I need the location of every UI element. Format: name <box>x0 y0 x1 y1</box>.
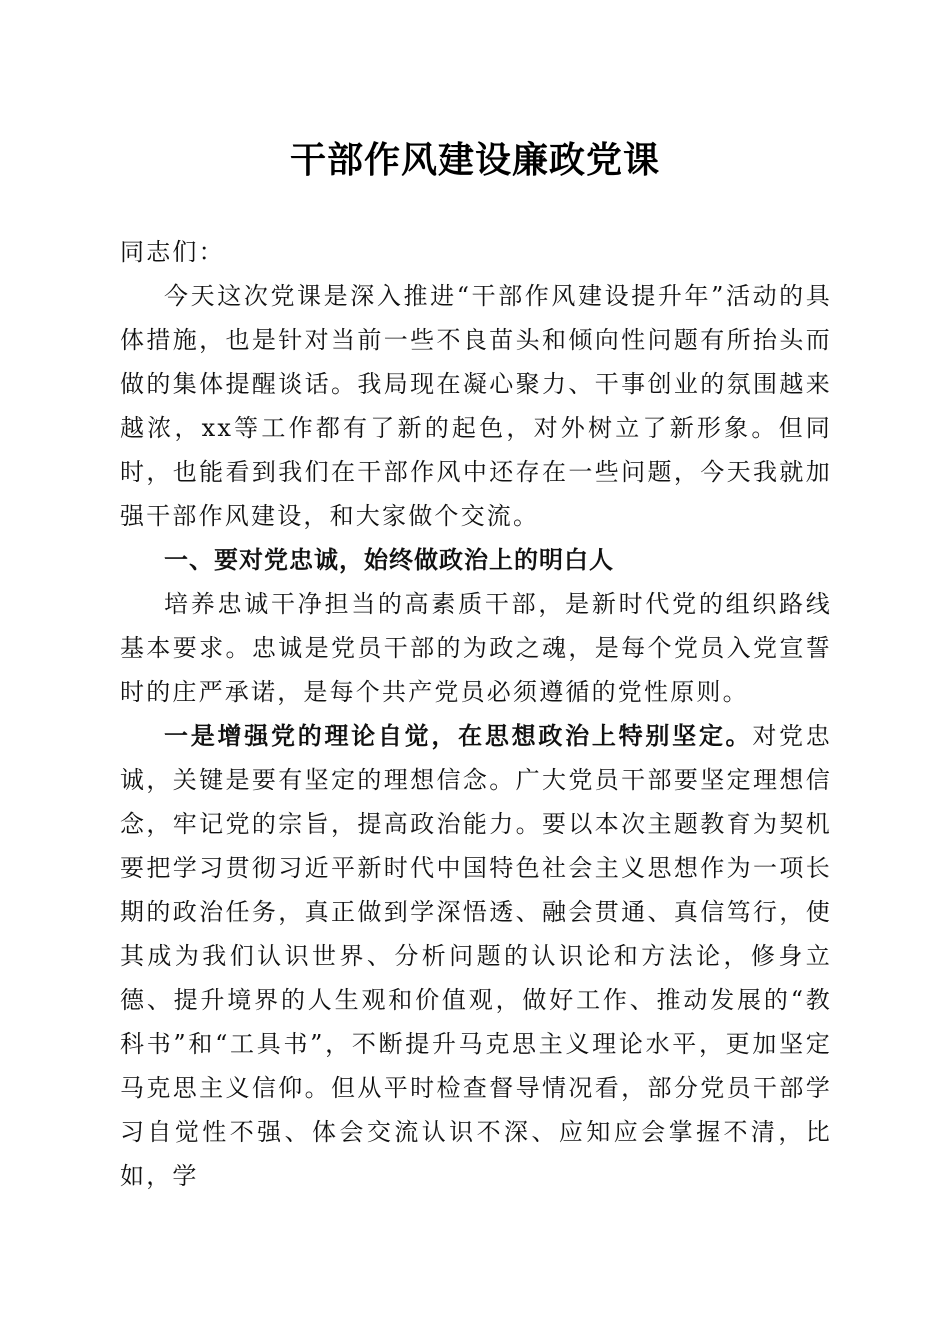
salutation: 同志们： <box>120 238 225 266</box>
page-title: 干部作风建设廉政党课 <box>289 139 660 181</box>
point-1-lead: 一是增强党的理论自觉，在思想政治上特别坚定。 <box>164 721 753 750</box>
document-body <box>120 230 832 1198</box>
point-1-paragraph <box>120 714 832 1198</box>
point-1-text: 对党忠诚，关键是要有坚定的理想信念。广大党员干部要坚定理想信念，牢记党的宗旨，提高政治能力。要以本次主题教育为契机要把学习贯彻习近平新时代中国特色社会主义思想作为一项长期的政治任务，真正做到学深悟透、融会贯通、真信笃行，使其成为我们认识世界、分析问题的认识论和方法论，修身立德、提升境界的人生观和价值观，做好工作、推动发展的“教科书”和“工具书”，不断提升马克思主义理论水平，更加坚定马克思主义信仰。但从平时检查督导情况看，部分党员干部学习自觉性不强、体会交流认识不深、应知应会掌握不清，比如，学 <box>120 722 832 1190</box>
section-1-paragraph: 培养忠诚干净担当的高素质干部，是新时代党的组织路线基本要求。忠诚是党员干部的为政之魂，是每个党员入党宣誓时的庄严承诺，是每个共产党员必须遵循的党性原则。 <box>120 590 832 706</box>
section-heading-1: 一、要对党忠诚，始终做政治上的明白人 <box>164 546 614 574</box>
intro-paragraph: 今天这次党课是深入推进“干部作风建设提升年”活动的具体措施，也是针对当前一些不良苗头和倾向性问题有所抬头而做的集体提醒谈话。我局现在凝心聚力、干事创业的氛围越来越浓，xx等工作都有了新的起色，对外树立了新形象。但同时，也能看到我们在干部作风中还存在一些问题，今天我就加强干部作风建设，和大家做个交流。 <box>120 282 832 530</box>
